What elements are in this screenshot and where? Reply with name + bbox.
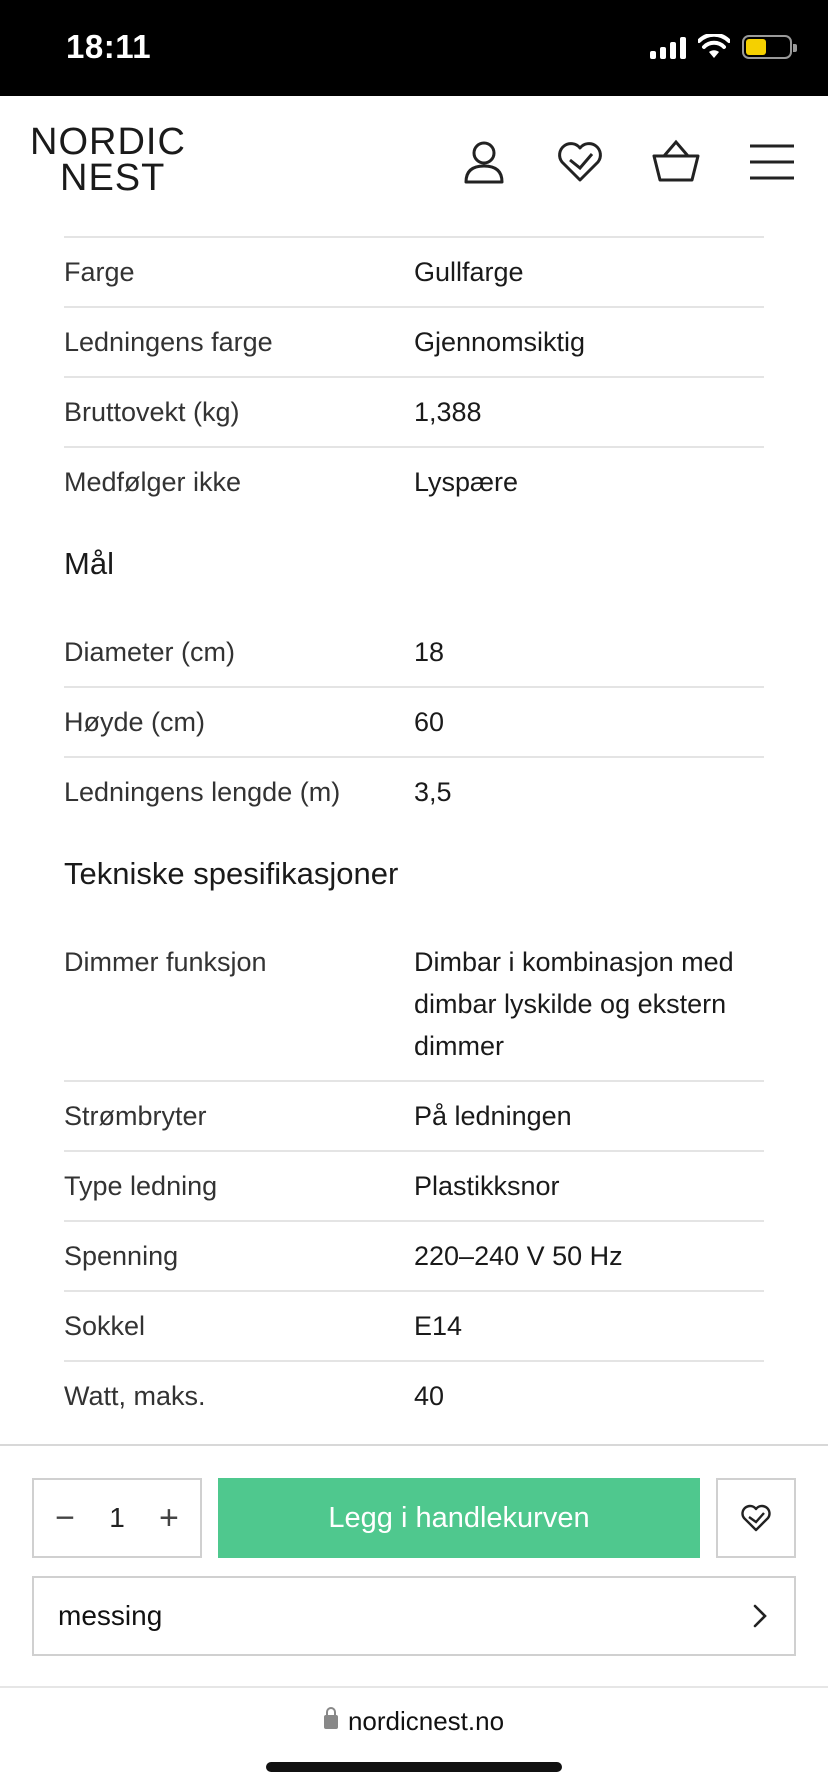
spec-label: Ledningens farge: [64, 327, 273, 357]
spec-value: Dimbar i kombinasjon med dimbar lyskilde og ekstern dimmer: [414, 947, 734, 1061]
spec-label: Farge: [64, 257, 135, 287]
status-bar: [0, 0, 828, 96]
spec-label: Strømbryter: [64, 1101, 207, 1131]
spec-row-height: [64, 688, 764, 758]
spec-row-gross-weight: [64, 378, 764, 448]
wifi-icon: [698, 34, 730, 60]
spec-row-cord-type: [64, 1152, 764, 1222]
increase-quantity-button[interactable]: +: [159, 1498, 179, 1537]
spec-label: Diameter (cm): [64, 637, 236, 667]
spec-row-dimmer: [64, 928, 764, 1082]
variant-label: messing: [58, 1600, 163, 1631]
spec-value: 1,388: [414, 397, 482, 427]
spec-value: På ledningen: [414, 1101, 572, 1131]
spec-label: Medfølger ikke: [64, 467, 242, 497]
quantity-stepper: [32, 1478, 202, 1558]
status-icons: [650, 34, 792, 60]
quantity-value[interactable]: 1: [109, 1502, 125, 1533]
variant-selector[interactable]: [32, 1576, 796, 1656]
spec-label: Spenning: [64, 1241, 179, 1271]
spec-row-diameter: [64, 618, 764, 688]
product-specifications: [64, 236, 764, 1430]
heart-icon: [740, 1502, 772, 1534]
chevron-right-icon: [750, 1602, 770, 1630]
spec-value: 3,5: [414, 777, 452, 807]
spec-row-socket: [64, 1292, 764, 1362]
spec-label: Ledningens lengde (m): [64, 777, 341, 807]
spec-value: 40: [414, 1381, 445, 1411]
spec-value: Lyspære: [414, 467, 519, 497]
spec-label: Bruttovekt (kg): [64, 397, 240, 427]
spec-row-cord-color: [64, 308, 764, 378]
spec-value: 18: [414, 637, 445, 667]
logo-line-1: NORDIC: [30, 121, 186, 163]
spec-value: 60: [414, 707, 445, 737]
menu-icon[interactable]: [746, 136, 798, 188]
technical-specs-heading: Tekniske spesifikasjoner: [64, 856, 399, 891]
browser-url-bar[interactable]: [0, 1706, 828, 1737]
spec-row-color: [64, 238, 764, 308]
spec-label: Type ledning: [64, 1171, 218, 1201]
add-to-cart-button[interactable]: Legg i handlekurven: [218, 1478, 700, 1558]
home-indicator[interactable]: [266, 1762, 562, 1772]
heart-icon[interactable]: [554, 136, 606, 188]
spec-value: 220–240 V 50 Hz: [414, 1241, 623, 1271]
basket-icon[interactable]: [650, 136, 702, 188]
divider: [0, 1444, 828, 1446]
spec-value: Gjennomsiktig: [414, 327, 586, 357]
logo-line-2: NEST: [60, 157, 166, 199]
spec-label: Høyde (cm): [64, 707, 205, 737]
spec-label: Dimmer funksjon: [64, 947, 267, 977]
spec-label: Sokkel: [64, 1311, 146, 1341]
add-to-wishlist-button[interactable]: [716, 1478, 796, 1558]
battery-icon: [742, 35, 792, 59]
dimensions-heading: Mål: [64, 546, 114, 581]
site-header: [0, 96, 828, 220]
spec-value: Gullfarge: [414, 257, 524, 287]
spec-value: Plastikksnor: [414, 1171, 560, 1201]
spec-label: Watt, maks.: [64, 1381, 206, 1411]
account-icon[interactable]: [458, 136, 510, 188]
spec-value: E14: [414, 1311, 463, 1341]
nordic-nest-logo[interactable]: [30, 121, 186, 199]
lock-icon: [324, 1715, 338, 1729]
url-text: nordicnest.no: [347, 1706, 505, 1736]
status-time: 18:11: [66, 28, 152, 65]
signal-icon: [650, 35, 686, 59]
spec-row-switch: [64, 1082, 764, 1152]
spec-row-cord-length: [64, 758, 764, 826]
decrease-quantity-button[interactable]: −: [55, 1498, 75, 1537]
divider: [0, 1686, 828, 1688]
spec-row-not-included: [64, 448, 764, 516]
spec-row-voltage: [64, 1222, 764, 1292]
spec-row-max-watt: [64, 1362, 764, 1430]
